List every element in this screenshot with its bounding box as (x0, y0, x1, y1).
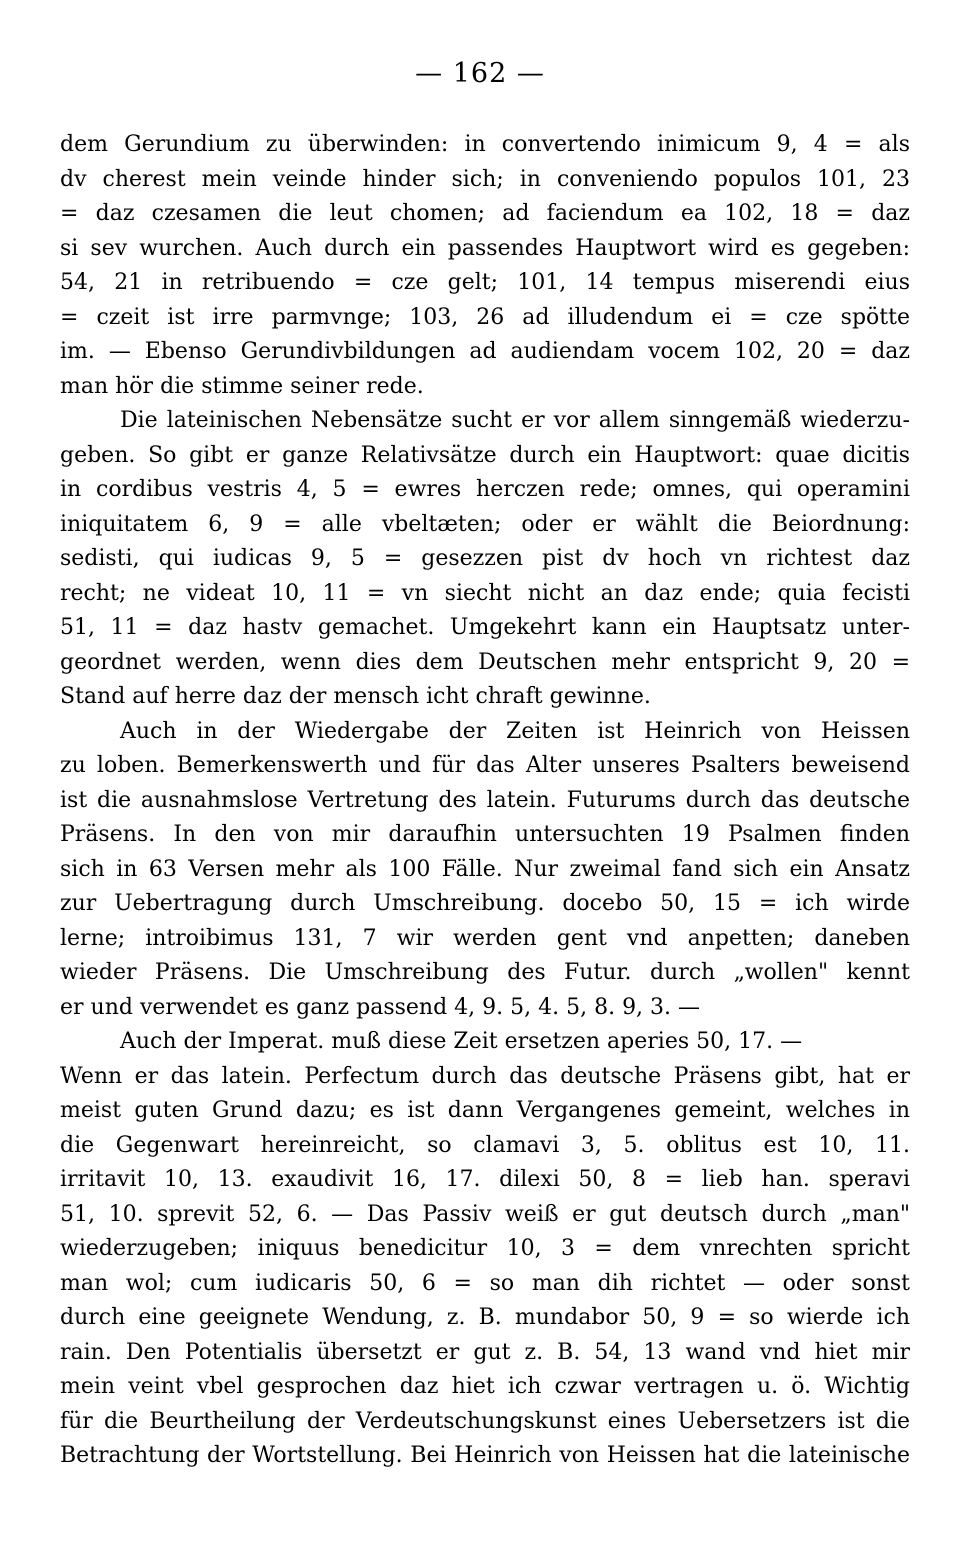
text-line: geben. So gibt er ganze Relativsätze durch ein Hauptwort: quae dicitis (60, 442, 910, 468)
text-line: die Gegenwart hereinreicht, so clamavi 3, 5. oblitus est 10, 11. (60, 1132, 910, 1158)
text-line: Stand auf herre daz der mensch icht chraft gewinne. (60, 684, 651, 709)
text-line: dv cherest mein veinde hinder sich; in conveniendo populos 101, 23 (60, 166, 910, 192)
text-line: lerne; introibimus 131, 7 wir werden gent vnd anpetten; daneben (60, 925, 910, 951)
text-line: si sev wurchen. Auch durch ein passendes Hauptwort wird es gegeben: (60, 235, 910, 261)
text-line: wiederzugeben; iniquus benedicitur 10, 3 = dem vnrechten spricht (60, 1236, 910, 1261)
text-line: durch eine geeignete Wendung, z. B. mundabor 50, 9 = so wierde ich (60, 1305, 910, 1330)
text-line: = daz czesamen die leut chomen; ad faciendum ea 102, 18 = daz (60, 201, 910, 226)
text-line: im. — Ebenso Gerundivbildungen ad audiendam vocem 102, 20 = daz (60, 339, 910, 364)
text-line: rain. Den Potentialis übersetzt er gut z. B. 54, 13 wand vnd hiet mir (60, 1339, 910, 1365)
text-line: mein veint vbel gesprochen daz hiet ich czwar vertragen u. ö. Wichtig (60, 1374, 910, 1399)
page-number: — 162 — (415, 58, 545, 89)
text-line: ist die ausnahmslose Vertretung des latein. Futurums durch das deutsche (60, 787, 910, 813)
text-line: 54, 21 in retribuendo = cze gelt; 101, 14 tempus miserendi eius (60, 270, 910, 295)
text-line: dem Gerundium zu überwinden: in convertendo inimicum 9, 4 = als (60, 132, 910, 157)
text-line: in cordibus vestris 4, 5 = ewres herczen rede; omnes, qui operamini (60, 477, 910, 502)
text-line: Die lateinischen Nebensätze sucht er vor allem sinngemäß wiederzu- (120, 408, 910, 433)
text-line: zu loben. Bemerkenswerth und für das Alter unseres Psalters beweisend (60, 753, 910, 778)
text-line: wieder Präsens. Die Umschreibung des Futur. durch „wollen" kennt (60, 960, 910, 985)
text-line: Auch der Imperat. muß diese Zeit ersetzen aperies 50, 17. — (120, 1029, 803, 1054)
text-line: geordnet werden, wenn dies dem Deutschen mehr entspricht 9, 20 = (60, 649, 910, 675)
text-line: recht; ne videat 10, 11 = vn siecht nicht an daz ende; quia fecisti (60, 580, 910, 606)
text-line: meist guten Grund dazu; es ist dann Vergangenes gemeint, welches in (60, 1098, 910, 1123)
text-line: man hör die stimme seiner rede. (60, 373, 424, 399)
body-text (60, 128, 910, 1474)
text-line: = czeit ist irre parmvnge; 103, 26 ad illudendum ei = cze spötte (60, 304, 910, 330)
text-line: irritavit 10, 13. exaudivit 16, 17. dilexi 50, 8 = lieb han. speravi (60, 1167, 910, 1192)
text-line: Auch in der Wiedergabe der Zeiten ist Heinrich von Heissen (120, 718, 910, 744)
text-line: iniquitatem 6, 9 = alle vbeltæten; oder er wählt die Beiordnung: (60, 511, 910, 537)
text-line: 51, 10. sprevit 52, 6. — Das Passiv weiß er gut deutsch durch „man" (60, 1201, 910, 1227)
text-line: Betrachtung der Wortstellung. Bei Heinrich von Heissen hat die lateinische (60, 1443, 910, 1468)
text-line: 51, 11 = daz hastv gemachet. Umgekehrt kann ein Hauptsatz unter- (60, 615, 910, 640)
text-line: man wol; cum iudicaris 50, 6 = so man dih richtet — oder sonst (60, 1270, 910, 1296)
text-line: sedisti, qui iudicas 9, 5 = gesezzen pist dv hoch vn richtest daz (60, 546, 910, 571)
text-line: er und verwendet es ganz passend 4, 9. 5, 4. 5, 8. 9, 3. — (60, 994, 701, 1020)
text-line: Wenn er das latein. Perfectum durch das deutsche Präsens gibt, hat er (60, 1063, 910, 1089)
text-line: Präsens. In den von mir daraufhin untersuchten 19 Psalmen finden (60, 822, 910, 847)
text-line: zur Uebertragung durch Umschreibung. docebo 50, 15 = ich wirde (60, 891, 910, 916)
text-line: für die Beurtheilung der Verdeutschungskunst eines Uebersetzers ist die (60, 1408, 910, 1434)
text-line: sich in 63 Versen mehr als 100 Fälle. Nur zweimal fand sich ein Ansatz (60, 856, 910, 882)
